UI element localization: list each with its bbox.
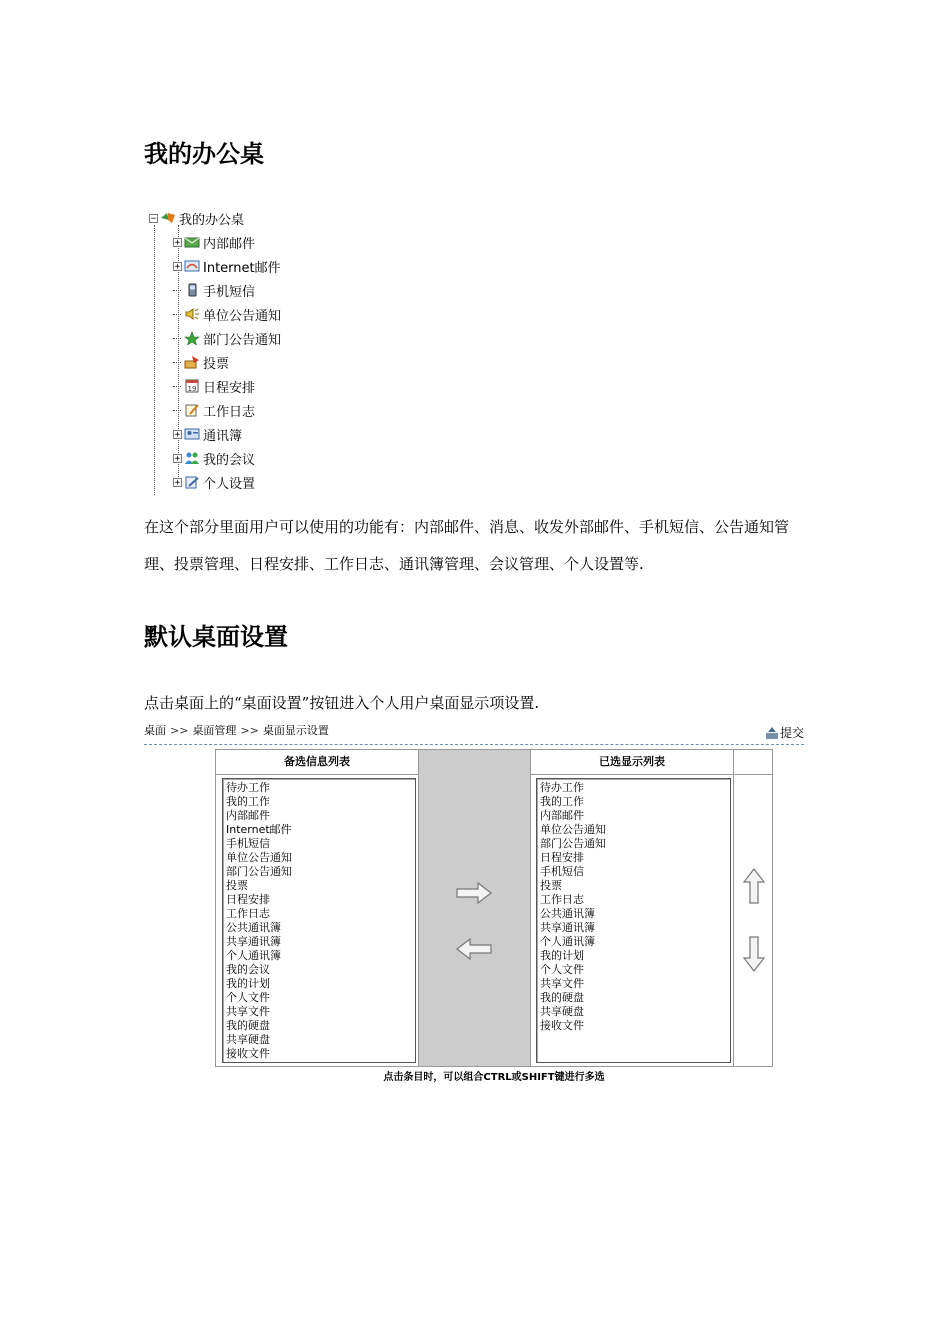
expand-icon[interactable]: + (174, 261, 181, 272)
list-item[interactable]: 共享通讯簿 (540, 921, 595, 934)
tree-connector (173, 362, 181, 363)
list-item[interactable]: 我的会议 (226, 963, 270, 976)
list-item[interactable]: 我的计划 (226, 977, 270, 990)
tree-connector (173, 290, 181, 291)
speaker-icon (184, 307, 200, 321)
submit-button[interactable] (764, 724, 804, 741)
list-item[interactable]: Internet邮件 (226, 823, 292, 836)
breadcrumb-divider (144, 744, 804, 745)
list-item[interactable]: 内部邮件 (540, 809, 584, 822)
tree-item[interactable] (173, 424, 242, 444)
multi-select-note: 点击条目时，可以组合CTRL或SHIFT键进行多选 (383, 1072, 605, 1083)
list-item[interactable]: 工作日志 (540, 893, 584, 906)
desk-description: 在这个部分里面用户可以使用的功能有：内部邮件、消息、收发外部邮件、手机短信、公告通知管理、投票管理、日程安排、工作日志、通讯簿管理、会议管理、个人设置等. (144, 518, 790, 573)
selected-header: 已选显示列表 (530, 750, 734, 775)
tree-connector (173, 410, 181, 411)
mobile-icon (184, 283, 200, 297)
list-item[interactable]: 共享文件 (226, 1005, 270, 1018)
tree-item[interactable] (173, 328, 281, 348)
list-item[interactable]: 个人文件 (226, 991, 270, 1004)
expand-icon[interactable]: + (174, 237, 181, 248)
list-item[interactable]: 个人通讯簿 (226, 949, 281, 962)
breadcrumb-item-desk-manage[interactable]: 桌面管理 (192, 724, 237, 737)
list-item[interactable]: 部门公告通知 (226, 865, 292, 878)
tree-item[interactable] (173, 448, 255, 468)
mail-icon (184, 235, 200, 249)
list-item[interactable]: 接收文件 (226, 1047, 270, 1060)
list-item[interactable]: 单位公告通知 (540, 823, 606, 836)
list-item[interactable]: 手机短信 (540, 865, 584, 878)
list-item[interactable]: 个人文件 (540, 963, 584, 976)
desk-display-settings (215, 749, 773, 1067)
desk-root-icon (160, 211, 176, 225)
tree-item-label: 通讯簿 (203, 428, 243, 444)
list-item[interactable]: 日程安排 (226, 893, 270, 906)
list-item[interactable]: 投票 (540, 879, 562, 892)
notepad-icon (184, 403, 200, 417)
tree-connector (173, 314, 181, 315)
list-item[interactable]: 我的硬盘 (540, 991, 584, 1004)
tree-item[interactable] (173, 232, 255, 252)
tree-connector (173, 386, 181, 387)
move-right-arrow-icon[interactable] (456, 882, 492, 904)
meeting-icon (184, 451, 200, 465)
list-item[interactable]: 我的硬盘 (226, 1019, 270, 1032)
section-title-my-desk: 我的办公桌 (144, 140, 264, 168)
tree-item-label: 日程安排 (203, 380, 256, 396)
list-item[interactable]: 公共通讯簿 (226, 921, 281, 934)
list-item[interactable]: 投票 (226, 879, 248, 892)
list-item[interactable]: 共享通讯簿 (226, 935, 281, 948)
move-up-arrow-icon[interactable] (743, 868, 765, 904)
list-item[interactable]: 手机短信 (226, 837, 270, 850)
list-item[interactable]: 单位公告通知 (226, 851, 292, 864)
svg-text:19: 19 (187, 385, 197, 393)
tree-root-label: 我的办公桌 (179, 212, 245, 228)
tree-item-label: 手机短信 (203, 284, 256, 300)
expand-icon[interactable]: + (174, 453, 181, 464)
list-item[interactable]: 共享硬盘 (540, 1005, 584, 1018)
order-header (734, 750, 772, 775)
expand-icon[interactable]: + (174, 477, 181, 488)
list-item[interactable]: 待办工作 (540, 781, 584, 794)
tree-item-label: 单位公告通知 (203, 308, 282, 324)
calendar-icon (184, 379, 200, 393)
tree-connector (173, 338, 181, 339)
section-title-default-desk: 默认桌面设置 (144, 623, 288, 651)
list-item[interactable]: 我的工作 (226, 795, 270, 808)
tree-item[interactable] (173, 376, 255, 396)
tree-item[interactable] (173, 472, 255, 492)
settings-icon (184, 475, 200, 489)
selected-list[interactable] (536, 778, 731, 1063)
tree-item[interactable] (173, 400, 255, 420)
tree-item-label: 投票 (203, 356, 230, 372)
submit-icon (764, 726, 780, 740)
star-icon (184, 331, 200, 345)
tree-item[interactable] (173, 280, 255, 300)
tree-item-label: 内部邮件 (203, 236, 256, 252)
list-item[interactable]: 我的计划 (540, 949, 584, 962)
tree-item-label: Internet邮件 (203, 260, 281, 276)
list-item[interactable]: 接收文件 (540, 1019, 584, 1032)
tree-item-label: 工作日志 (203, 404, 256, 420)
vote-icon (184, 355, 200, 369)
tree-item[interactable] (173, 352, 229, 372)
list-item[interactable]: 内部邮件 (226, 809, 270, 822)
settings-instruction: 点击桌面上的“桌面设置”按钮进入个人用户桌面显示项设置. (144, 694, 540, 712)
tree-item[interactable] (173, 304, 281, 324)
address-book-icon (184, 427, 200, 441)
tree-item-label: 部门公告通知 (203, 332, 282, 348)
available-header: 备选信息列表 (216, 750, 419, 775)
breadcrumb-item-desk[interactable]: 桌面 (144, 724, 166, 737)
tree-line (154, 225, 155, 495)
list-item[interactable]: 待办工作 (226, 781, 270, 794)
list-item[interactable]: 工作日志 (226, 907, 270, 920)
move-down-arrow-icon[interactable] (743, 936, 765, 972)
collapse-icon[interactable]: − (150, 213, 157, 224)
tree-root[interactable] (149, 208, 244, 228)
list-item[interactable]: 个人通讯簿 (540, 935, 595, 948)
breadcrumb-sep: >> (240, 724, 259, 737)
available-list[interactable] (222, 778, 416, 1063)
list-item[interactable]: 公共通讯簿 (540, 907, 595, 920)
move-left-arrow-icon[interactable] (456, 938, 492, 960)
tree-item-label: 个人设置 (203, 476, 256, 492)
breadcrumb-item-desk-display: 桌面显示设置 (262, 724, 329, 737)
list-item[interactable]: 共享硬盘 (226, 1033, 270, 1046)
internet-mail-icon (184, 259, 200, 273)
expand-icon[interactable]: + (174, 429, 181, 440)
desk-tree (146, 205, 446, 495)
tree-item-label: 我的会议 (203, 452, 256, 468)
breadcrumb-sep: >> (170, 724, 189, 737)
list-item[interactable]: 我的工作 (540, 795, 584, 808)
list-item[interactable]: 日程安排 (540, 851, 584, 864)
breadcrumb (144, 722, 804, 744)
tree-item[interactable] (173, 256, 281, 276)
list-item[interactable]: 部门公告通知 (540, 837, 606, 850)
list-item[interactable]: 共享文件 (540, 977, 584, 990)
transfer-column (419, 750, 530, 1066)
submit-label: 提交 (779, 726, 804, 740)
